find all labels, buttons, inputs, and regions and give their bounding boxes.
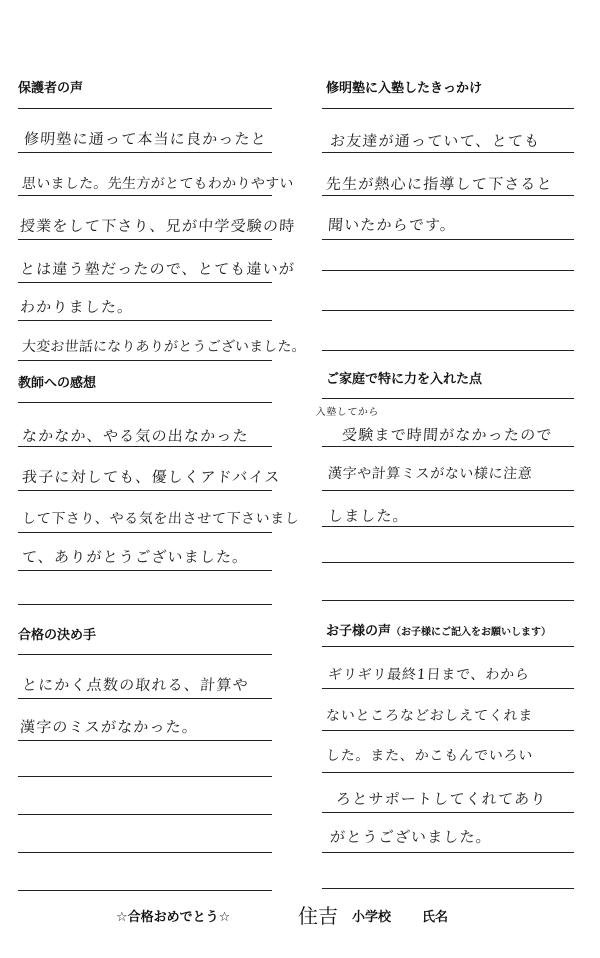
child-heading bbox=[326, 620, 551, 639]
congratulations-title: ☆合格おめでとう☆ bbox=[116, 910, 231, 925]
decider-line-2: 漢字のミスがなかった。 bbox=[19, 718, 199, 736]
teacher-line-2: 我子に対しても、優しくアドバイス bbox=[21, 468, 282, 486]
rule bbox=[18, 490, 272, 491]
trigger-line-2: 先生が熱心に指導して下さると bbox=[325, 175, 554, 193]
rule bbox=[18, 320, 272, 321]
rule bbox=[322, 195, 574, 196]
trigger-line-3: 聞いたからです。 bbox=[327, 216, 457, 234]
rule bbox=[322, 730, 574, 731]
home-line-3: しました。 bbox=[327, 507, 410, 525]
rule bbox=[18, 698, 272, 699]
school-label: 小学校 bbox=[352, 910, 392, 925]
rule bbox=[322, 270, 574, 271]
guardian-line-6: 大変お世話になりありがとうございました。 bbox=[21, 339, 307, 355]
rule bbox=[322, 446, 574, 447]
child-line-4: ろとサポートしてくれてあり bbox=[335, 790, 548, 808]
rule bbox=[18, 446, 272, 447]
rule bbox=[322, 646, 574, 647]
rule bbox=[322, 526, 574, 527]
child-line-2: ないところなどおしえてくれま bbox=[325, 708, 534, 724]
rule bbox=[322, 239, 574, 240]
rule bbox=[18, 532, 272, 533]
rule bbox=[18, 604, 272, 605]
trigger-line-1: お友達が通っていて、とても bbox=[329, 132, 541, 150]
teacher-line-3: して下さり、やる気を出させて下さいまし bbox=[21, 511, 300, 527]
rule bbox=[18, 814, 272, 815]
rule bbox=[18, 282, 272, 283]
rule bbox=[322, 688, 574, 689]
home-heading: ご家庭で特に力を入れた点 bbox=[326, 372, 483, 387]
rule bbox=[18, 890, 272, 891]
home-line-1: 受験まで時間がなかったので bbox=[341, 426, 554, 444]
rule bbox=[18, 152, 272, 153]
rule bbox=[18, 852, 272, 853]
decider-line-1: とにかく点数の取れる、計算や bbox=[21, 676, 250, 694]
child-line-5: がとうございました。 bbox=[329, 828, 493, 846]
teacher-line-4: て、ありがとうございました。 bbox=[21, 548, 250, 566]
handwritten-school-name: 住吉 bbox=[298, 904, 338, 928]
decider-heading: 合格の決め手 bbox=[18, 628, 97, 643]
rule bbox=[322, 888, 574, 889]
guardian-heading: 保護者の声 bbox=[18, 81, 84, 96]
guardian-line-5: わかりました。 bbox=[19, 298, 135, 316]
rule bbox=[322, 310, 574, 311]
rule bbox=[322, 852, 574, 853]
rule bbox=[322, 350, 574, 351]
rule bbox=[18, 654, 272, 655]
guardian-line-1: 修明塾に通って本当に良かったと bbox=[23, 130, 268, 148]
rule bbox=[18, 360, 272, 361]
rule bbox=[322, 152, 574, 153]
rule bbox=[322, 108, 574, 109]
rule bbox=[18, 108, 272, 109]
home-line-2: 漢字や計算ミスがない様に注意 bbox=[327, 466, 533, 482]
guardian-line-2: 思いました。先生方がとてもわかりやすい bbox=[21, 176, 295, 192]
rule bbox=[18, 239, 272, 240]
child-line-3: した。また、かこもんでいろい bbox=[325, 748, 534, 764]
rule bbox=[322, 490, 574, 491]
teacher-heading: 教師への感想 bbox=[18, 376, 97, 391]
child-heading-title: お子様の声 bbox=[326, 624, 392, 639]
name-label: 氏名 bbox=[422, 910, 449, 925]
rule bbox=[322, 812, 574, 813]
rule bbox=[322, 398, 574, 399]
rule bbox=[18, 195, 272, 196]
child-line-1: ギリギリ最終1日まで、わから bbox=[327, 667, 531, 683]
teacher-line-1: なかなか、やる気の出なかった bbox=[21, 427, 250, 445]
guardian-line-4: とは違う塾だったので、とても違いが bbox=[19, 260, 296, 278]
home-small-note: 入塾してから bbox=[315, 407, 380, 418]
rule bbox=[18, 402, 272, 403]
rule bbox=[18, 570, 272, 571]
guardian-line-3: 授業をして下さり、兄が中学受験の時 bbox=[19, 217, 297, 235]
rule bbox=[18, 776, 272, 777]
rule bbox=[322, 600, 574, 601]
trigger-heading: 修明塾に入塾したきっかけ bbox=[326, 81, 483, 96]
child-heading-note: （お子様にご記入をお願いします） bbox=[391, 627, 552, 638]
rule bbox=[18, 740, 272, 741]
rule bbox=[322, 562, 574, 563]
rule bbox=[322, 772, 574, 773]
